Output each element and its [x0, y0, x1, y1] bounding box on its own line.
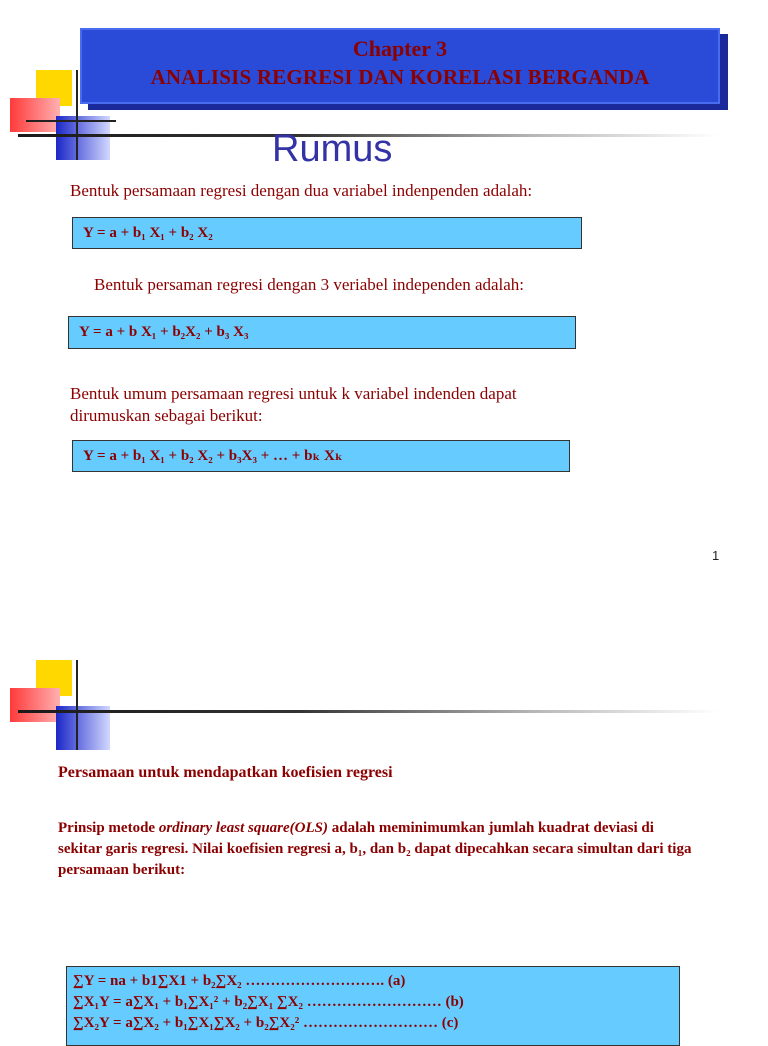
formula-box-3	[72, 440, 570, 472]
formula-2: Y = a + b X₁ + b₂X₂ + b₃ X₃	[79, 324, 249, 340]
formula-box-1	[72, 217, 582, 249]
title-rule	[18, 710, 718, 713]
para-prefix: Prinsip metode	[58, 820, 159, 836]
text-k-variables-line2: dirumuskan sebagai berikut:	[70, 406, 263, 425]
equation-c: ∑X₂Y = a∑X₂ + b₁∑X₁∑X₂ + b₂∑X₂² ……………………… (c)	[73, 1015, 459, 1031]
section-title: Persamaan untuk mendapatkan koefisien regresi	[58, 764, 393, 781]
para-italic: ordinary least square(OLS)	[158, 820, 329, 836]
chapter-banner	[80, 28, 720, 104]
chapter-title: ANALISIS REGRESI DAN KORELASI BERGANDA	[150, 65, 650, 89]
text-k-variables	[70, 383, 517, 427]
text-three-variables: Bentuk persaman regresi dengan 3 veriabel independen adalah:	[94, 275, 525, 294]
page-number: 1	[712, 548, 720, 563]
equation-b: ∑X₁Y = a∑X₁ + b₁∑X₁² + b₂∑X₁ ∑X₂ ……………………… (b)	[73, 994, 464, 1010]
formula-box-2	[68, 316, 576, 349]
para-rest: adalah meminimumkan jumlah kuadrat deviasi di sekitar garis regresi. Nilai koefisien regresi a, b₁, dan b₂ dapat dipecahkan secara simultan dari tiga persamaan berikut:	[58, 820, 692, 878]
equations-box	[66, 966, 680, 1046]
formula-1: Y = a + b₁ X₁ + b₂ X₂	[83, 225, 213, 241]
chapter-label: Chapter 3	[352, 36, 448, 61]
ols-paragraph	[58, 818, 698, 881]
text-k-variables-line1: Bentuk umum persamaan regresi untuk k variabel indenden dapat	[70, 384, 517, 403]
formula-3: Y = a + b₁ X₁ + b₂ X₂ + b₃X₃ + … + bₖ Xₖ	[83, 448, 343, 464]
page-title: Rumus	[272, 128, 393, 170]
text-two-variables: Bentuk persamaan regresi dengan dua variabel indenpenden adalah:	[70, 181, 533, 200]
slide-2	[0, 640, 768, 1031]
equation-a: ∑Y = na + b1∑X1 + b₂∑X₂ ………………………. (a)	[73, 973, 406, 989]
